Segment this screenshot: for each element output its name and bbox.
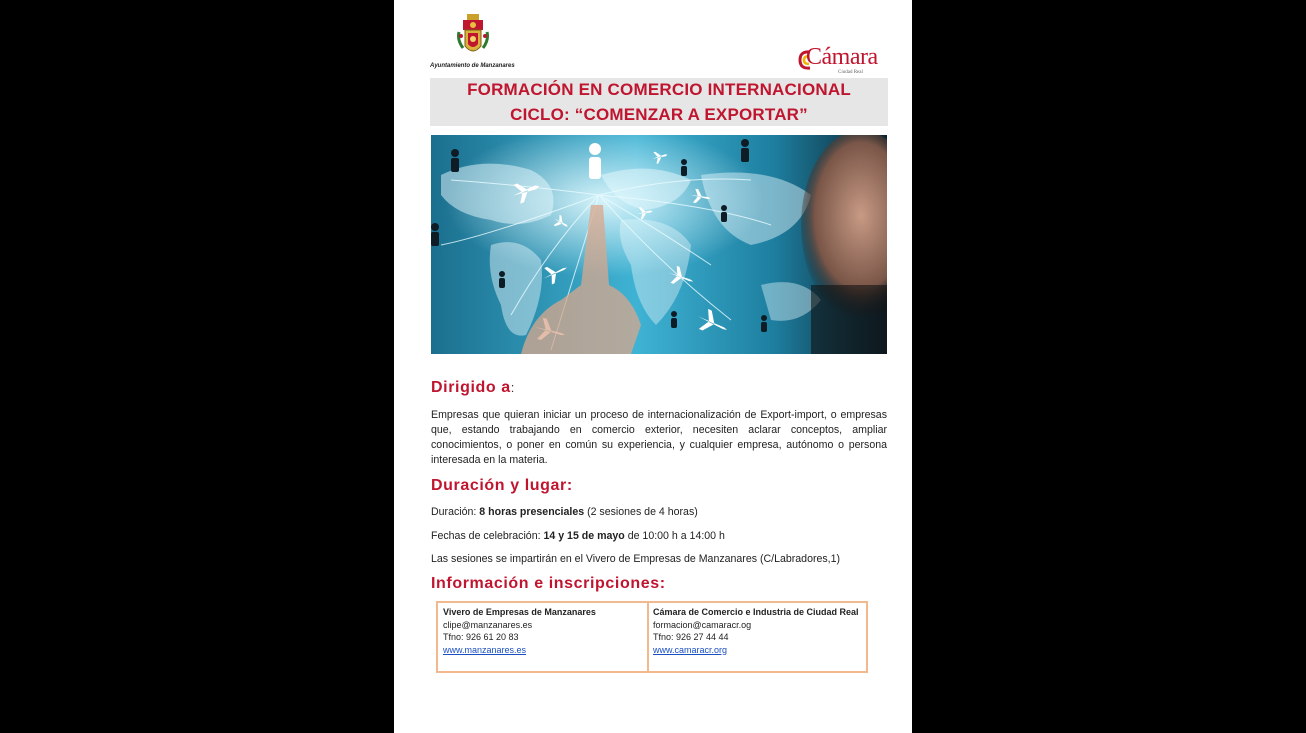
dirigido-heading-colon: : — [510, 380, 515, 395]
lugar-line: Las sesiones se impartirán en el Vivero de Empresas de Manzanares (C/Labradores,1) — [431, 553, 841, 565]
camara-name: Cámara de Comercio e Industria de Ciudad Real — [653, 607, 859, 617]
vivero-email[interactable]: clipe@manzanares.es — [443, 619, 533, 630]
duracion-label: Duración: — [431, 506, 480, 518]
vivero-name: Vivero de Empresas de Manzanares — [443, 607, 596, 617]
title-line-1: FORMACIÓN EN COMERCIO INTERNACIONAL — [467, 80, 851, 99]
info-heading: Información e inscripciones: — [431, 575, 666, 592]
duracion-detail: (2 sesiones de 4 horas) — [584, 506, 698, 518]
world-network-illustration — [431, 135, 887, 354]
camara-logo-word: Cámara — [806, 44, 878, 70]
title-band — [430, 78, 888, 126]
table-divider — [647, 603, 649, 671]
vivero-web-link[interactable]: www.manzanares.es — [443, 644, 527, 655]
crest-icon — [457, 14, 489, 62]
fechas-label: Fechas de celebración: — [431, 530, 544, 542]
camara-logo-sub: Ciudad Real — [838, 70, 863, 75]
fechas-hours: de 10:00 h a 14:00 h — [624, 530, 725, 542]
flyer-page — [394, 0, 912, 733]
contact-vivero — [443, 606, 596, 656]
dirigido-heading — [431, 379, 515, 397]
crest-caption: Ayuntamiento de Manzanares — [430, 63, 515, 69]
duracion-value: 8 horas presenciales — [479, 506, 585, 518]
hero-image — [431, 135, 887, 354]
duracion-heading: Duración y lugar: — [431, 477, 573, 494]
camara-phone: Tfno: 926 27 44 44 — [653, 632, 729, 642]
camara-logo — [798, 44, 888, 78]
camara-web-link[interactable]: www.camaracr.org — [653, 644, 728, 655]
contact-camara — [653, 606, 859, 656]
contact-table — [436, 601, 868, 673]
title-line-2: CICLO: “COMENZAR A EXPORTAR” — [510, 105, 808, 124]
fechas-line — [431, 529, 887, 544]
vivero-phone: Tfno: 926 61 20 83 — [443, 632, 519, 642]
camara-email[interactable]: formacion@camaracr.og — [653, 619, 752, 630]
fechas-value: 14 y 15 de mayo — [543, 530, 625, 542]
dirigido-text: Empresas que quieran iniciar un proceso de internacionalización de Export-import, o empresas que, estando trabajando en comercio exterior, necesiten aclarar conceptos, ampliar conocimientos, o poner en común su experiencia, y cualquier empresa, autónomo o persona interesada en la materia. — [431, 409, 887, 466]
duracion-line-1 — [431, 505, 887, 520]
manzanares-crest-logo — [430, 14, 515, 74]
dirigido-heading-text: Dirigido a — [431, 379, 511, 396]
